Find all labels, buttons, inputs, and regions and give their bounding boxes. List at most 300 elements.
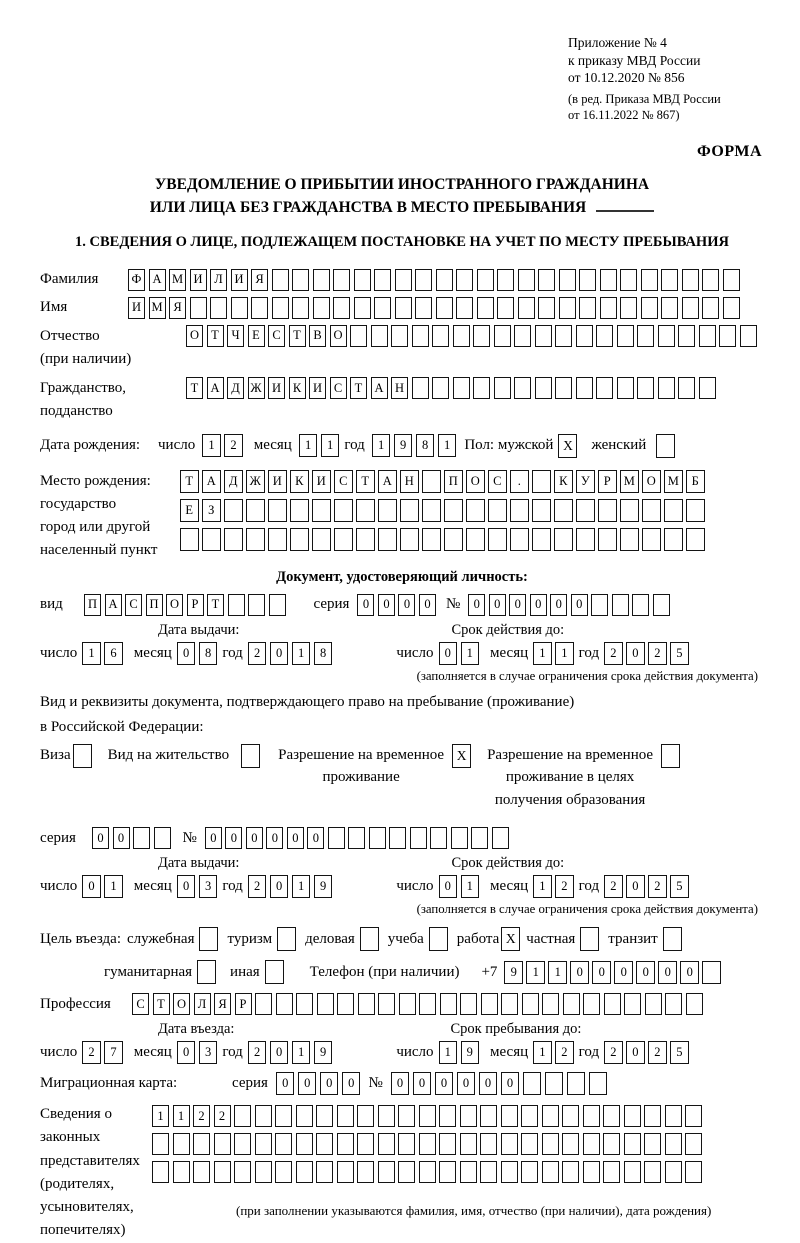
- char-cell[interactable]: М: [149, 297, 166, 319]
- char-cell[interactable]: 1: [292, 642, 311, 665]
- char-cell[interactable]: [488, 499, 507, 522]
- char-cell[interactable]: [292, 297, 309, 319]
- char-cell[interactable]: [532, 470, 551, 493]
- char-cell[interactable]: 0: [287, 827, 304, 849]
- char-cell[interactable]: [275, 1161, 292, 1183]
- char-cell[interactable]: 0: [636, 961, 655, 984]
- char-cell[interactable]: [268, 528, 287, 551]
- char-cell[interactable]: 1: [555, 642, 574, 665]
- purpose-transit-checkbox[interactable]: [663, 927, 682, 951]
- char-cell[interactable]: 2: [82, 1041, 101, 1064]
- char-cell[interactable]: Н: [391, 377, 408, 399]
- char-cell[interactable]: Т: [180, 470, 199, 493]
- char-cell[interactable]: [313, 297, 330, 319]
- char-cell[interactable]: 2: [214, 1105, 231, 1127]
- char-cell[interactable]: 1: [372, 434, 391, 457]
- char-cell[interactable]: 2: [648, 1041, 667, 1064]
- char-cell[interactable]: 6: [104, 642, 123, 665]
- char-cell[interactable]: [193, 1133, 210, 1155]
- char-cell[interactable]: [152, 1161, 169, 1183]
- char-cell[interactable]: [357, 1161, 374, 1183]
- char-cell[interactable]: [583, 1161, 600, 1183]
- char-cell[interactable]: Е: [180, 499, 199, 522]
- char-cell[interactable]: [430, 827, 447, 849]
- char-cell[interactable]: [444, 499, 463, 522]
- char-cell[interactable]: [494, 377, 511, 399]
- char-cell[interactable]: [451, 827, 468, 849]
- char-cell[interactable]: [378, 993, 395, 1015]
- char-cell[interactable]: [480, 1133, 497, 1155]
- char-cell[interactable]: [224, 499, 243, 522]
- char-cell[interactable]: [248, 594, 265, 616]
- char-cell[interactable]: [535, 325, 552, 347]
- char-cell[interactable]: [477, 269, 494, 291]
- char-cell[interactable]: И: [190, 269, 207, 291]
- char-cell[interactable]: 1: [461, 642, 480, 665]
- char-cell[interactable]: О: [642, 470, 661, 493]
- char-cell[interactable]: [617, 377, 634, 399]
- char-cell[interactable]: [665, 1133, 682, 1155]
- char-cell[interactable]: [173, 1133, 190, 1155]
- char-cell[interactable]: [296, 1161, 313, 1183]
- char-cell[interactable]: [395, 269, 412, 291]
- char-cell[interactable]: [702, 297, 719, 319]
- char-cell[interactable]: [645, 993, 662, 1015]
- char-cell[interactable]: 1: [533, 642, 552, 665]
- char-cell[interactable]: Ж: [246, 470, 265, 493]
- char-cell[interactable]: [518, 297, 535, 319]
- char-cell[interactable]: 0: [435, 1072, 454, 1095]
- char-cell[interactable]: [642, 499, 661, 522]
- char-cell[interactable]: [538, 297, 555, 319]
- char-cell[interactable]: 0: [489, 594, 506, 616]
- char-cell[interactable]: 1: [461, 875, 480, 898]
- char-cell[interactable]: [522, 993, 539, 1015]
- char-cell[interactable]: [432, 325, 449, 347]
- char-cell[interactable]: 0: [205, 827, 222, 849]
- char-cell[interactable]: [357, 1133, 374, 1155]
- sex-female-checkbox[interactable]: [656, 434, 675, 458]
- char-cell[interactable]: [255, 1133, 272, 1155]
- char-cell[interactable]: П: [146, 594, 163, 616]
- char-cell[interactable]: О: [166, 594, 183, 616]
- char-cell[interactable]: [398, 1161, 415, 1183]
- char-cell[interactable]: [583, 1105, 600, 1127]
- char-cell[interactable]: 0: [570, 961, 589, 984]
- char-cell[interactable]: [641, 297, 658, 319]
- char-cell[interactable]: [596, 377, 613, 399]
- char-cell[interactable]: [620, 269, 637, 291]
- char-cell[interactable]: 0: [592, 961, 611, 984]
- char-cell[interactable]: [542, 1161, 559, 1183]
- char-cell[interactable]: [624, 1105, 641, 1127]
- char-cell[interactable]: [316, 1161, 333, 1183]
- char-cell[interactable]: 0: [177, 1041, 196, 1064]
- char-cell[interactable]: [460, 1133, 477, 1155]
- purpose-humanitarian-checkbox[interactable]: [197, 960, 216, 984]
- char-cell[interactable]: [699, 377, 716, 399]
- sex-male-checkbox[interactable]: X: [558, 434, 577, 458]
- char-cell[interactable]: А: [371, 377, 388, 399]
- char-cell[interactable]: [255, 993, 272, 1015]
- char-cell[interactable]: 0: [246, 827, 263, 849]
- char-cell[interactable]: [313, 269, 330, 291]
- char-cell[interactable]: [369, 827, 386, 849]
- char-cell[interactable]: [665, 993, 682, 1015]
- purpose-study-checkbox[interactable]: [429, 927, 448, 951]
- char-cell[interactable]: [453, 325, 470, 347]
- char-cell[interactable]: Ч: [227, 325, 244, 347]
- char-cell[interactable]: 1: [173, 1105, 190, 1127]
- char-cell[interactable]: [579, 269, 596, 291]
- char-cell[interactable]: [350, 325, 367, 347]
- char-cell[interactable]: 5: [670, 642, 689, 665]
- char-cell[interactable]: Р: [187, 594, 204, 616]
- char-cell[interactable]: [521, 1161, 538, 1183]
- char-cell[interactable]: З: [202, 499, 221, 522]
- char-cell[interactable]: [354, 269, 371, 291]
- char-cell[interactable]: [686, 499, 705, 522]
- char-cell[interactable]: [644, 1133, 661, 1155]
- char-cell[interactable]: [514, 377, 531, 399]
- char-cell[interactable]: [624, 993, 641, 1015]
- char-cell[interactable]: 1: [439, 1041, 458, 1064]
- char-cell[interactable]: [699, 325, 716, 347]
- char-cell[interactable]: [501, 1161, 518, 1183]
- char-cell[interactable]: [624, 1133, 641, 1155]
- char-cell[interactable]: [637, 377, 654, 399]
- purpose-other-checkbox[interactable]: [265, 960, 284, 984]
- char-cell[interactable]: [228, 594, 245, 616]
- char-cell[interactable]: [374, 297, 391, 319]
- char-cell[interactable]: Л: [194, 993, 211, 1015]
- char-cell[interactable]: А: [202, 470, 221, 493]
- char-cell[interactable]: В: [309, 325, 326, 347]
- char-cell[interactable]: [316, 1105, 333, 1127]
- char-cell[interactable]: [440, 993, 457, 1015]
- char-cell[interactable]: [290, 499, 309, 522]
- char-cell[interactable]: 0: [413, 1072, 432, 1095]
- char-cell[interactable]: [583, 993, 600, 1015]
- char-cell[interactable]: [275, 1133, 292, 1155]
- char-cell[interactable]: [378, 1161, 395, 1183]
- char-cell[interactable]: [269, 594, 286, 616]
- char-cell[interactable]: 2: [604, 875, 623, 898]
- char-cell[interactable]: [702, 269, 719, 291]
- purpose-tourism-checkbox[interactable]: [277, 927, 296, 951]
- char-cell[interactable]: [296, 993, 313, 1015]
- char-cell[interactable]: [395, 297, 412, 319]
- char-cell[interactable]: [419, 993, 436, 1015]
- char-cell[interactable]: [246, 499, 265, 522]
- char-cell[interactable]: 9: [394, 434, 413, 457]
- char-cell[interactable]: [473, 377, 490, 399]
- char-cell[interactable]: [494, 325, 511, 347]
- char-cell[interactable]: Н: [400, 470, 419, 493]
- char-cell[interactable]: [371, 325, 388, 347]
- char-cell[interactable]: [357, 1105, 374, 1127]
- char-cell[interactable]: [682, 269, 699, 291]
- char-cell[interactable]: 1: [292, 1041, 311, 1064]
- char-cell[interactable]: С: [330, 377, 347, 399]
- char-cell[interactable]: [510, 528, 529, 551]
- char-cell[interactable]: К: [290, 470, 309, 493]
- char-cell[interactable]: [410, 827, 427, 849]
- char-cell[interactable]: [255, 1105, 272, 1127]
- char-cell[interactable]: 0: [439, 642, 458, 665]
- char-cell[interactable]: 3: [199, 1041, 218, 1064]
- char-cell[interactable]: [231, 297, 248, 319]
- char-cell[interactable]: 0: [614, 961, 633, 984]
- char-cell[interactable]: [378, 1105, 395, 1127]
- char-cell[interactable]: [152, 1133, 169, 1155]
- char-cell[interactable]: [317, 993, 334, 1015]
- char-cell[interactable]: 0: [439, 875, 458, 898]
- char-cell[interactable]: 5: [670, 875, 689, 898]
- char-cell[interactable]: 0: [398, 594, 415, 616]
- char-cell[interactable]: [576, 499, 595, 522]
- char-cell[interactable]: 0: [391, 1072, 410, 1095]
- char-cell[interactable]: [653, 594, 670, 616]
- char-cell[interactable]: [422, 528, 441, 551]
- char-cell[interactable]: Я: [214, 993, 231, 1015]
- char-cell[interactable]: 0: [298, 1072, 317, 1095]
- char-cell[interactable]: [477, 297, 494, 319]
- char-cell[interactable]: [604, 993, 621, 1015]
- char-cell[interactable]: [356, 499, 375, 522]
- char-cell[interactable]: [542, 1105, 559, 1127]
- char-cell[interactable]: 1: [533, 875, 552, 898]
- char-cell[interactable]: Б: [686, 470, 705, 493]
- char-cell[interactable]: [501, 993, 518, 1015]
- char-cell[interactable]: [415, 269, 432, 291]
- char-cell[interactable]: 0: [530, 594, 547, 616]
- char-cell[interactable]: [275, 1105, 292, 1127]
- char-cell[interactable]: 0: [270, 875, 289, 898]
- char-cell[interactable]: О: [330, 325, 347, 347]
- char-cell[interactable]: С: [488, 470, 507, 493]
- char-cell[interactable]: [598, 499, 617, 522]
- char-cell[interactable]: 0: [626, 642, 645, 665]
- char-cell[interactable]: 1: [202, 434, 221, 457]
- char-cell[interactable]: [337, 993, 354, 1015]
- char-cell[interactable]: С: [125, 594, 142, 616]
- char-cell[interactable]: Т: [207, 594, 224, 616]
- char-cell[interactable]: И: [268, 377, 285, 399]
- char-cell[interactable]: [632, 594, 649, 616]
- char-cell[interactable]: [641, 269, 658, 291]
- char-cell[interactable]: [600, 297, 617, 319]
- char-cell[interactable]: К: [554, 470, 573, 493]
- char-cell[interactable]: М: [169, 269, 186, 291]
- char-cell[interactable]: [398, 1105, 415, 1127]
- char-cell[interactable]: [664, 528, 683, 551]
- char-cell[interactable]: [567, 1072, 586, 1095]
- char-cell[interactable]: 2: [648, 642, 667, 665]
- char-cell[interactable]: О: [186, 325, 203, 347]
- char-cell[interactable]: [412, 325, 429, 347]
- char-cell[interactable]: [658, 377, 675, 399]
- char-cell[interactable]: [532, 499, 551, 522]
- char-cell[interactable]: [686, 528, 705, 551]
- char-cell[interactable]: [563, 993, 580, 1015]
- char-cell[interactable]: 0: [92, 827, 109, 849]
- char-cell[interactable]: [354, 297, 371, 319]
- char-cell[interactable]: 0: [276, 1072, 295, 1095]
- char-cell[interactable]: [214, 1161, 231, 1183]
- char-cell[interactable]: Ж: [248, 377, 265, 399]
- char-cell[interactable]: А: [207, 377, 224, 399]
- char-cell[interactable]: [576, 325, 593, 347]
- char-cell[interactable]: 0: [626, 1041, 645, 1064]
- char-cell[interactable]: А: [378, 470, 397, 493]
- char-cell[interactable]: 1: [548, 961, 567, 984]
- visa-checkbox[interactable]: [73, 744, 92, 768]
- char-cell[interactable]: [518, 269, 535, 291]
- char-cell[interactable]: [389, 827, 406, 849]
- char-cell[interactable]: [290, 528, 309, 551]
- char-cell[interactable]: [591, 594, 608, 616]
- char-cell[interactable]: [234, 1161, 251, 1183]
- char-cell[interactable]: [180, 528, 199, 551]
- char-cell[interactable]: [328, 827, 345, 849]
- char-cell[interactable]: Т: [207, 325, 224, 347]
- char-cell[interactable]: П: [84, 594, 101, 616]
- char-cell[interactable]: .: [510, 470, 529, 493]
- char-cell[interactable]: 0: [177, 642, 196, 665]
- char-cell[interactable]: [665, 1161, 682, 1183]
- char-cell[interactable]: Т: [153, 993, 170, 1015]
- char-cell[interactable]: П: [444, 470, 463, 493]
- char-cell[interactable]: [422, 499, 441, 522]
- char-cell[interactable]: 0: [658, 961, 677, 984]
- char-cell[interactable]: [444, 528, 463, 551]
- char-cell[interactable]: [348, 827, 365, 849]
- char-cell[interactable]: 3: [199, 875, 218, 898]
- char-cell[interactable]: [432, 377, 449, 399]
- char-cell[interactable]: [685, 1133, 702, 1155]
- char-cell[interactable]: 1: [299, 434, 318, 457]
- char-cell[interactable]: [562, 1105, 579, 1127]
- char-cell[interactable]: [620, 499, 639, 522]
- char-cell[interactable]: [488, 528, 507, 551]
- char-cell[interactable]: [193, 1161, 210, 1183]
- char-cell[interactable]: 0: [571, 594, 588, 616]
- char-cell[interactable]: Т: [186, 377, 203, 399]
- char-cell[interactable]: [686, 993, 703, 1015]
- char-cell[interactable]: [596, 325, 613, 347]
- char-cell[interactable]: [378, 1133, 395, 1155]
- char-cell[interactable]: [685, 1105, 702, 1127]
- char-cell[interactable]: 1: [438, 434, 457, 457]
- char-cell[interactable]: [624, 1161, 641, 1183]
- char-cell[interactable]: 0: [82, 875, 101, 898]
- char-cell[interactable]: 8: [199, 642, 218, 665]
- char-cell[interactable]: [521, 1105, 538, 1127]
- char-cell[interactable]: [292, 269, 309, 291]
- char-cell[interactable]: 9: [461, 1041, 480, 1064]
- char-cell[interactable]: [133, 827, 150, 849]
- char-cell[interactable]: [481, 993, 498, 1015]
- char-cell[interactable]: 0: [680, 961, 699, 984]
- char-cell[interactable]: 0: [266, 827, 283, 849]
- char-cell[interactable]: [473, 325, 490, 347]
- char-cell[interactable]: 1: [292, 875, 311, 898]
- char-cell[interactable]: 1: [82, 642, 101, 665]
- char-cell[interactable]: 0: [550, 594, 567, 616]
- char-cell[interactable]: [356, 528, 375, 551]
- char-cell[interactable]: 0: [457, 1072, 476, 1095]
- char-cell[interactable]: 0: [509, 594, 526, 616]
- char-cell[interactable]: [492, 827, 509, 849]
- char-cell[interactable]: [514, 325, 531, 347]
- char-cell[interactable]: [412, 377, 429, 399]
- char-cell[interactable]: [501, 1105, 518, 1127]
- char-cell[interactable]: [398, 1133, 415, 1155]
- char-cell[interactable]: Л: [210, 269, 227, 291]
- char-cell[interactable]: И: [309, 377, 326, 399]
- char-cell[interactable]: [255, 1161, 272, 1183]
- char-cell[interactable]: [224, 528, 243, 551]
- char-cell[interactable]: 1: [321, 434, 340, 457]
- char-cell[interactable]: [603, 1161, 620, 1183]
- char-cell[interactable]: Я: [251, 269, 268, 291]
- char-cell[interactable]: [466, 528, 485, 551]
- char-cell[interactable]: [562, 1133, 579, 1155]
- char-cell[interactable]: [642, 528, 661, 551]
- char-cell[interactable]: [620, 528, 639, 551]
- char-cell[interactable]: Ф: [128, 269, 145, 291]
- char-cell[interactable]: [251, 297, 268, 319]
- char-cell[interactable]: [436, 297, 453, 319]
- char-cell[interactable]: [637, 325, 654, 347]
- char-cell[interactable]: [378, 499, 397, 522]
- char-cell[interactable]: [272, 269, 289, 291]
- char-cell[interactable]: 0: [419, 594, 436, 616]
- char-cell[interactable]: М: [620, 470, 639, 493]
- char-cell[interactable]: [374, 269, 391, 291]
- char-cell[interactable]: 0: [378, 594, 395, 616]
- char-cell[interactable]: [399, 993, 416, 1015]
- char-cell[interactable]: [583, 1133, 600, 1155]
- char-cell[interactable]: [554, 528, 573, 551]
- purpose-official-checkbox[interactable]: [199, 927, 218, 951]
- char-cell[interactable]: [542, 1133, 559, 1155]
- char-cell[interactable]: [702, 961, 721, 984]
- char-cell[interactable]: Т: [350, 377, 367, 399]
- char-cell[interactable]: 1: [104, 875, 123, 898]
- char-cell[interactable]: 8: [314, 642, 333, 665]
- char-cell[interactable]: 2: [248, 875, 267, 898]
- char-cell[interactable]: 2: [248, 642, 267, 665]
- char-cell[interactable]: [436, 269, 453, 291]
- char-cell[interactable]: [678, 325, 695, 347]
- char-cell[interactable]: [497, 269, 514, 291]
- char-cell[interactable]: [453, 377, 470, 399]
- char-cell[interactable]: [312, 528, 331, 551]
- temp-residence-checkbox[interactable]: X: [452, 744, 471, 768]
- char-cell[interactable]: [439, 1105, 456, 1127]
- residence-permit-checkbox[interactable]: [241, 744, 260, 768]
- char-cell[interactable]: [333, 297, 350, 319]
- char-cell[interactable]: 0: [307, 827, 324, 849]
- char-cell[interactable]: 8: [416, 434, 435, 457]
- char-cell[interactable]: 0: [357, 594, 374, 616]
- char-cell[interactable]: И: [231, 269, 248, 291]
- char-cell[interactable]: [579, 297, 596, 319]
- char-cell[interactable]: [272, 297, 289, 319]
- char-cell[interactable]: 0: [626, 875, 645, 898]
